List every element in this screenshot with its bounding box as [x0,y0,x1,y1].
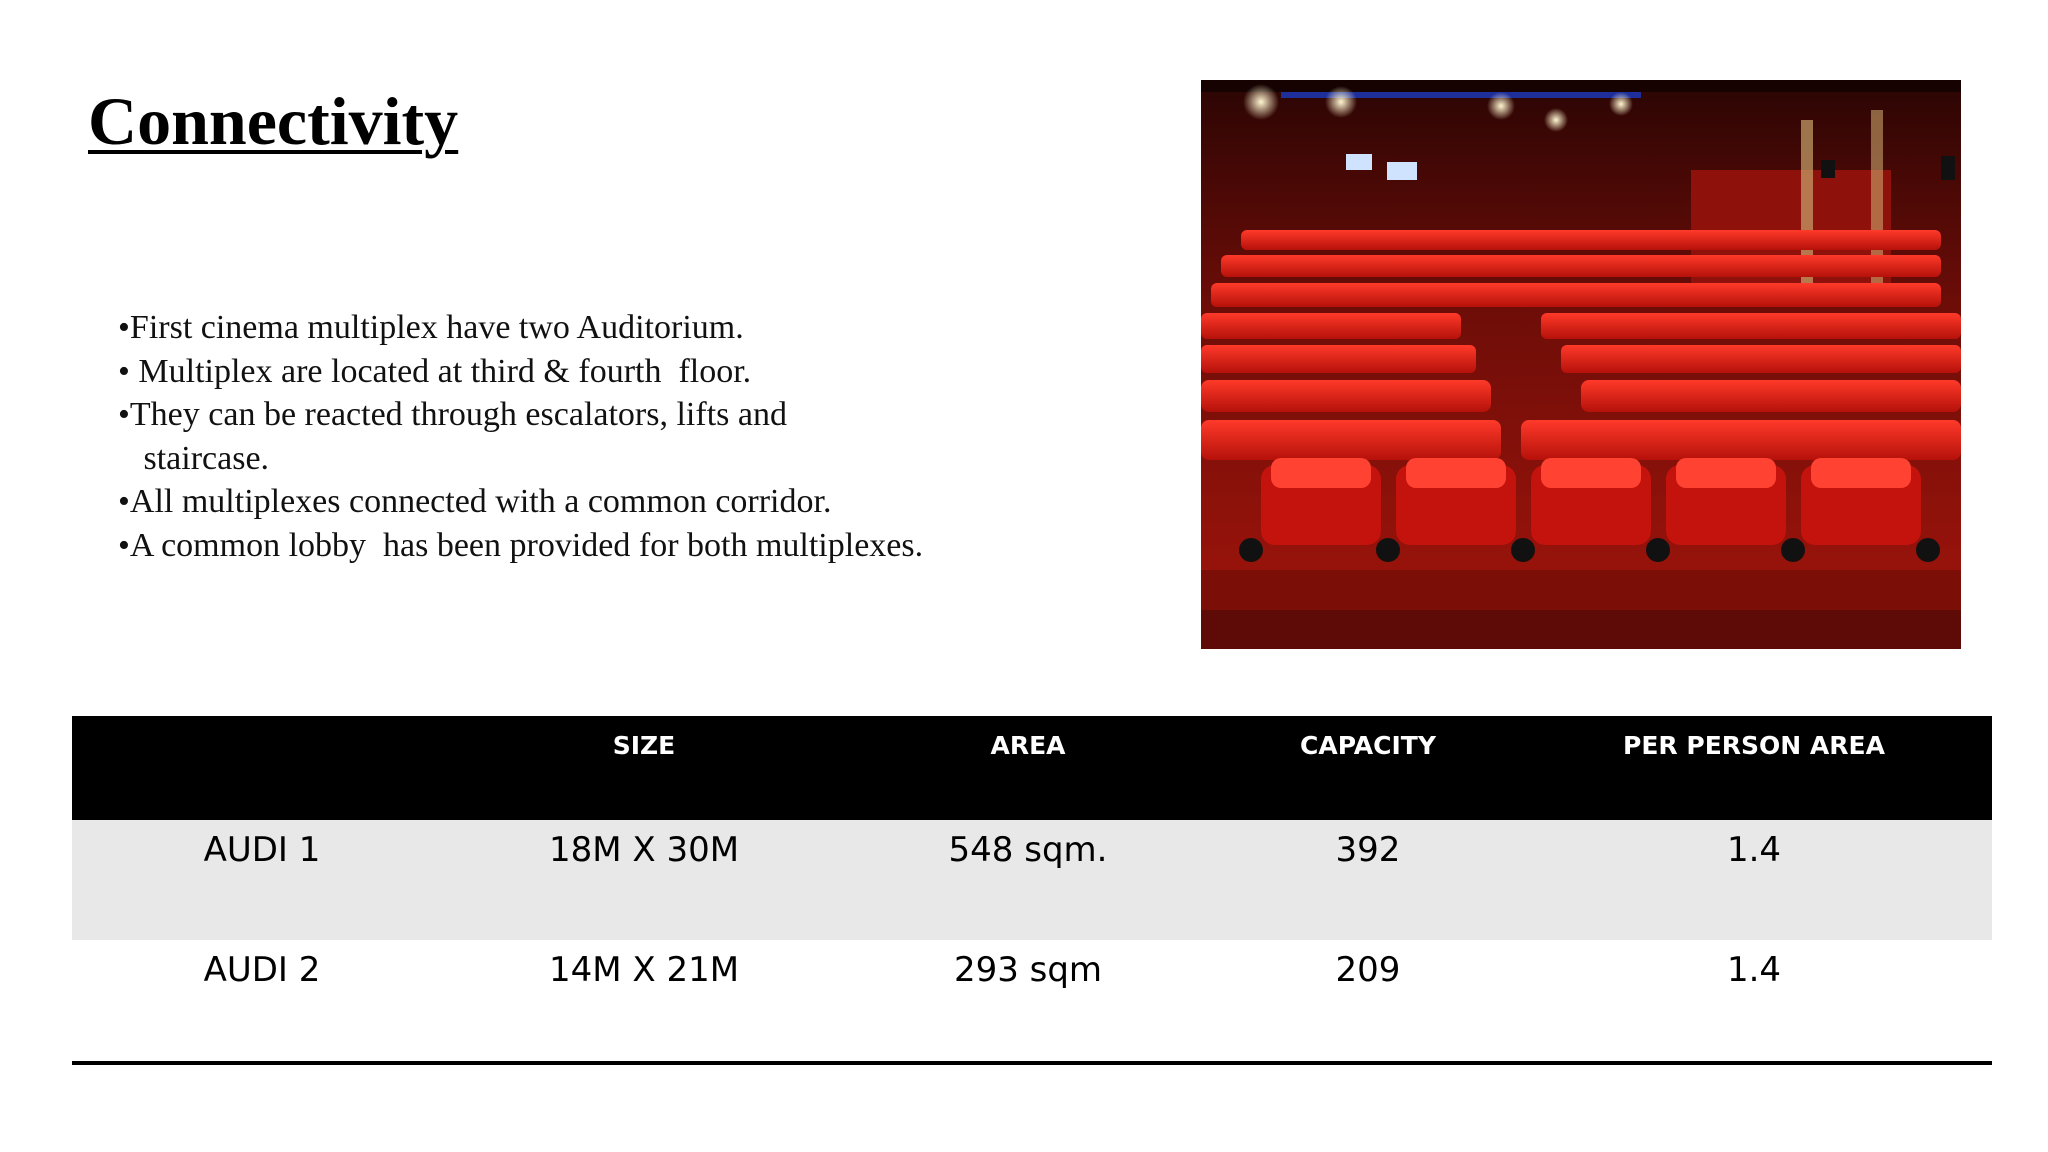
auditorium-table [72,716,1992,1063]
bullet-item: • Multiplex are located at third & fourth floor. [118,352,752,390]
table-header-row [72,716,1992,820]
header-cell-area: AREA [990,731,1066,760]
slide-title: Connectivity [88,83,459,159]
header-cell-empty [72,716,452,820]
table-cell: 209 [1335,950,1401,990]
bullet-list [118,306,1078,567]
bullet-item: •First cinema multiplex have two Auditorium. [118,309,744,346]
bullet-item: •A common lobby has been provided for both multiplexes. [118,526,924,564]
header-cell-capacity: CAPACITY [1300,731,1436,760]
table-cell: 548 sqm. [948,830,1108,870]
table-cell: 293 sqm [953,950,1103,990]
cinema-auditorium-photo [1201,80,1961,649]
bullet-item: •All multiplexes connected with a common corridor. [118,483,832,520]
table-row [72,940,1992,1063]
header-cell-per-person-area: PER PERSON AREA [1623,731,1885,760]
table-cell: 18M X 30M [548,830,740,870]
table-bottom-rule [72,1061,1992,1065]
bullet-item: staircase. [118,439,270,477]
table-row [72,820,1992,940]
table-cell: 392 [1335,830,1401,870]
table-cell: 1.4 [1726,950,1782,990]
table-cell: AUDI 1 [203,830,321,870]
bullet-item: •They can be reacted through escalators, lifts and [118,396,787,433]
header-cell-size: SIZE [612,731,676,760]
table-cell: AUDI 2 [203,950,321,990]
table-cell: 1.4 [1726,830,1782,870]
table-cell: 14M X 21M [548,950,740,990]
